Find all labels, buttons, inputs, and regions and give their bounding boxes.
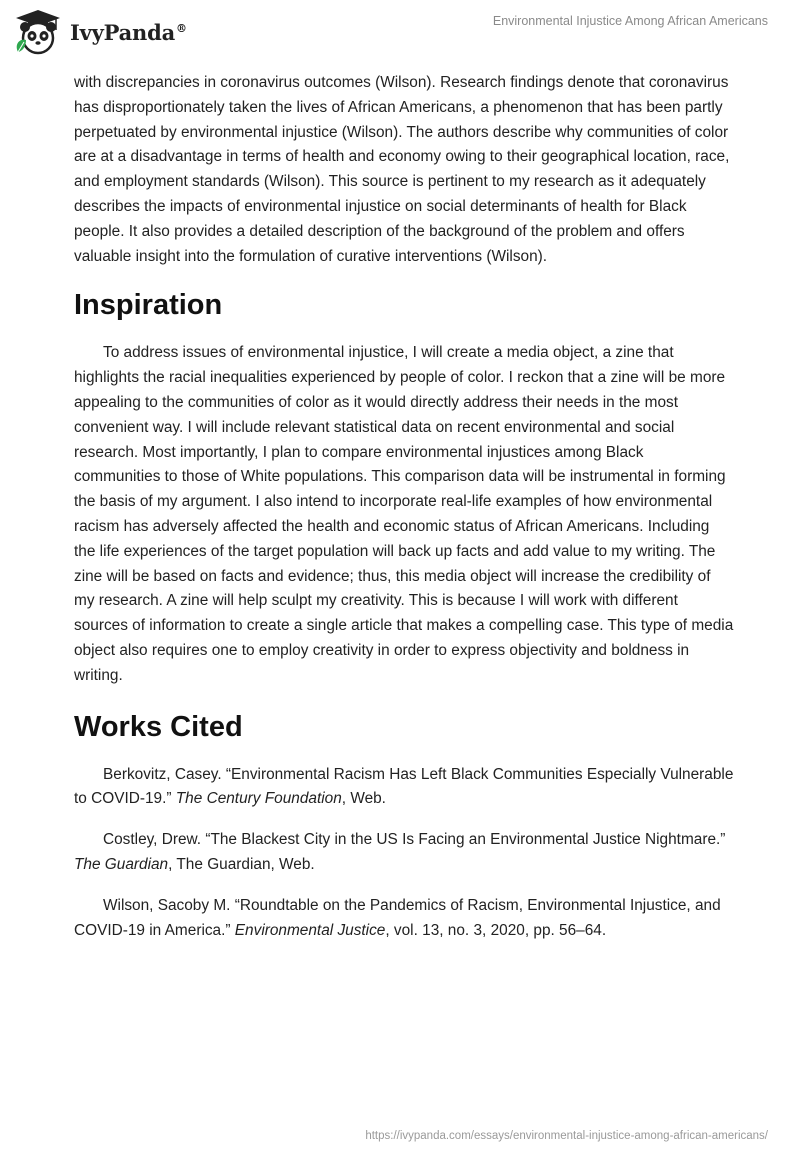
inspiration-paragraph: To address issues of environmental injustice, I will create a media object, a zine that highlights the racial inequalities experienced by people of color. I reckon that a zine will be more appealing to the communities of color as it would directly address their needs in the most convenient way. I will include relevant statistical data on recent environmental and social research. Most importantly, I plan to compare environmental injustices among Black communities to those of White populations. This comparison data will be instrumental in forming the basis of my argument. I also intend to incorporate real-life examples of how environmental racism has adversely affected the health and economic status of African Americans. Including the life experiences of the target population will back up facts and add value to my writing. The zine will be based on facts and evidence; thus, this media object will increase the credibility of my research. A zine will help sculpt my creativity. This is because I will work with different sources of information to create a single article that makes a compelling case. This type of media object also requires one to employ creativity in order to express objectivity and boldness in writing. (74, 344, 734, 684)
citation-berkovitz: Berkovitz, Casey. “Environmental Racism Has Left Black Communities Especially Vulnerable to COVID-19.” The Century Foundation, Web. (74, 765, 734, 808)
citation-costley: Costley, Drew. “The Blackest City in the US Is Facing an Environmental Justice Nightmare.” The Guardian, The Guardian, Web. (74, 831, 726, 873)
ivypanda-logo[interactable] (12, 8, 187, 56)
citation-wilson: Wilson, Sacoby M. “Roundtable on the Pandemics of Racism, Environmental Injustice, and COVID-19 in America.” Environmental Justice, vol. 13, no. 3, 2020, pp. 56–64. (74, 896, 721, 939)
essay-content (74, 71, 734, 959)
inspiration-heading: Inspiration (74, 289, 223, 322)
page-header (0, 0, 800, 64)
panda-graduation-icon (12, 8, 64, 56)
intro-paragraph: with discrepancies in coronavirus outcomes (Wilson). Research findings denote that coronavirus has disproportionately taken the lives of African Americans, a phenomenon that has been partly perpetuated by environmental injustice (Wilson). The authors describe why communities of color are at a disadvantage in terms of health and economy owing to their geographical location, race, and employment standards (Wilson). This source is pertinent to my research as it adequately describes the impacts of environmental injustice on social determinants of health for Black people. It also provides a detailed description of the background of the problem and offers valuable insight into the formulation of curative interventions (Wilson). (74, 74, 730, 265)
brand-name: IvyPanda® (70, 19, 187, 45)
works-cited-heading: Works Cited (74, 710, 243, 743)
source-url[interactable]: https://ivypanda.com/essays/environmental-injustice-among-african-americans/ (365, 1130, 768, 1142)
document-title: Environmental Injustice Among African Americans (492, 14, 768, 28)
